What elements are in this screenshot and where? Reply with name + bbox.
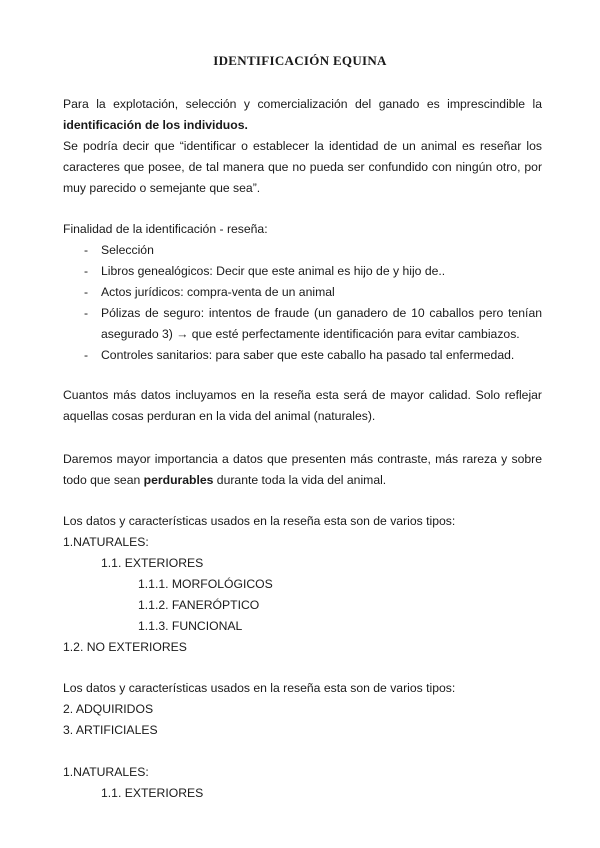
bullet-dash: -	[84, 243, 89, 257]
outline-adquiridos: 2. ADQUIRIDOS	[63, 702, 154, 716]
bullet-dash: -	[84, 264, 89, 278]
outline-faneroptico: 1.1.2. FANERÓPTICO	[138, 598, 260, 612]
perdurables-paragraph: Daremos mayor importancia a datos que presenten más contraste, más rareza y sobre todo que sean perdurables durante toda la vida del animal.	[63, 452, 542, 487]
outline-morfologicos: 1.1.1. MORFOLÓGICOS	[138, 577, 273, 591]
bullet-dash: -	[84, 306, 89, 320]
bullet-dash: -	[84, 348, 89, 362]
list-item: - Controles sanitarios: para saber que este caballo ha pasado tal enfermedad.	[63, 345, 542, 366]
outline-exteriores-2: 1.1. EXTERIORES	[101, 786, 204, 800]
outline-naturales-2: 1.NATURALES:	[63, 765, 149, 779]
perdurables-bold: perdurables	[143, 473, 214, 487]
document-title: IDENTIFICACIÓN EQUINA	[213, 53, 387, 68]
tipos-heading-2: Los datos y características usados en la reseña esta son de varios tipos:	[63, 681, 456, 695]
tipos-heading: Los datos y características usados en la reseña esta son de varios tipos:	[63, 514, 456, 528]
bullet-dash: -	[84, 285, 89, 299]
intro-paragraph	[63, 94, 542, 136]
list-item: - Selección	[63, 240, 542, 261]
list-item: - Pólizas de seguro: intentos de fraude (un ganadero de 10 caballos pero tenían asegurado 3) → que esté perfectamente identificación para evitar cambiazos.	[63, 303, 542, 345]
list-item: - Actos jurídicos: compra-venta de un animal	[63, 282, 542, 303]
outline-exteriores: 1.1. EXTERIORES	[101, 556, 204, 570]
intro-bold-text: identificación de los individuos.	[63, 118, 248, 132]
list-item: - Libros genealógicos: Decir que este animal es hijo de y hijo de..	[63, 261, 542, 282]
intro-text: Para la explotación, selección y comercialización del ganado es imprescindible la	[63, 97, 542, 111]
definition-paragraph: Se podría decir que “identificar o establecer la identidad de un animal es reseñar los caracteres que posee, de tal manera que no pueda ser confundido con ningún otro, por muy parecido o semejante que sea”.	[63, 139, 542, 195]
finalidad-heading: Finalidad de la identificación - reseña:	[63, 222, 268, 236]
outline-funcional: 1.1.3. FUNCIONAL	[138, 619, 243, 633]
outline-no-exteriores: 1.2. NO EXTERIORES	[63, 640, 187, 654]
outline-artificiales: 3. ARTIFICIALES	[63, 723, 158, 737]
calidad-paragraph: Cuantos más datos incluyamos en la reseña esta será de mayor calidad. Solo reflejar aquellas cosas perduran en la vida del animal (naturales).	[63, 388, 542, 423]
outline-naturales: 1.NATURALES:	[63, 535, 149, 549]
finalidad-list	[63, 240, 542, 366]
